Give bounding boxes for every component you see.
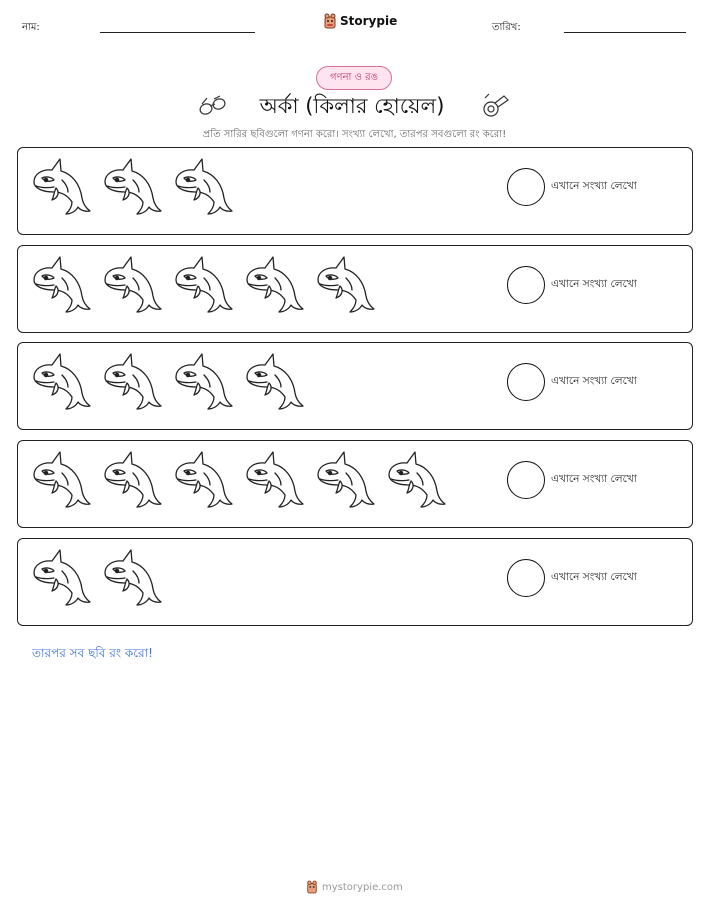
storypie-footer-logo-icon bbox=[306, 880, 318, 894]
orca-icon bbox=[170, 254, 235, 316]
name-line[interactable] bbox=[100, 32, 255, 33]
category-badge: গণনা ও রঙ bbox=[316, 66, 392, 90]
answer-circle[interactable] bbox=[507, 559, 545, 597]
answer-circle[interactable] bbox=[507, 266, 545, 304]
orca-group bbox=[28, 449, 448, 519]
title-row bbox=[0, 90, 709, 122]
answer-prompt: এখানে সংখ্যা লেখো bbox=[551, 278, 637, 290]
orca-group bbox=[28, 156, 235, 226]
orca-icon bbox=[99, 449, 164, 511]
orca-icon bbox=[28, 449, 93, 511]
storypie-logo-icon bbox=[323, 13, 337, 29]
orca-icon bbox=[383, 449, 448, 511]
orca-icon bbox=[170, 351, 235, 413]
orca-icon bbox=[312, 449, 377, 511]
orca-icon bbox=[28, 547, 93, 609]
answer-circle[interactable] bbox=[507, 461, 545, 499]
orca-icon bbox=[99, 351, 164, 413]
whistle-icon bbox=[480, 92, 510, 120]
footer bbox=[306, 880, 403, 894]
orca-icon bbox=[28, 254, 93, 316]
answer-prompt: এখানে সংখ্যা লেখো bbox=[551, 571, 637, 583]
answer-circle[interactable] bbox=[507, 168, 545, 206]
answer-prompt: এখানে সংখ্যা লেখো bbox=[551, 375, 637, 387]
answer-prompt: এখানে সংখ্যা লেখো bbox=[551, 473, 637, 485]
orca-group bbox=[28, 351, 306, 421]
instructions: প্রতি সারির ছবিগুলো গণনা করো। সংখ্যা লেখো, তারপর সবগুলো রং করো! bbox=[202, 129, 507, 140]
worksheet-header bbox=[0, 0, 709, 50]
brand-logo bbox=[323, 13, 397, 29]
date-label: তারিখ: bbox=[492, 22, 521, 33]
orca-icon bbox=[28, 156, 93, 218]
orca-group bbox=[28, 547, 164, 617]
footer-url: mystorypie.com bbox=[322, 881, 403, 893]
counting-row bbox=[17, 245, 693, 333]
orca-group bbox=[28, 254, 377, 324]
orca-icon bbox=[99, 254, 164, 316]
orca-icon bbox=[170, 449, 235, 511]
counting-row bbox=[17, 342, 693, 430]
orca-icon bbox=[99, 547, 164, 609]
answer-circle[interactable] bbox=[507, 363, 545, 401]
orca-icon bbox=[170, 156, 235, 218]
orca-icon bbox=[241, 254, 306, 316]
orca-icon bbox=[28, 351, 93, 413]
counting-row bbox=[17, 538, 693, 626]
counting-row bbox=[17, 440, 693, 528]
orca-icon bbox=[99, 156, 164, 218]
orca-icon bbox=[241, 351, 306, 413]
binoculars-icon bbox=[198, 94, 228, 118]
counting-row bbox=[17, 147, 693, 235]
brand-name: Storypie bbox=[340, 14, 398, 28]
footer-note: তারপর সব ছবি রং করো! bbox=[32, 646, 153, 660]
orca-icon bbox=[312, 254, 377, 316]
date-line[interactable] bbox=[564, 32, 686, 33]
answer-prompt: এখানে সংখ্যা লেখো bbox=[551, 180, 637, 192]
page-title: অর্কা (কিলার হোয়েল) bbox=[259, 94, 445, 118]
orca-icon bbox=[241, 449, 306, 511]
name-label: নাম: bbox=[22, 22, 40, 33]
